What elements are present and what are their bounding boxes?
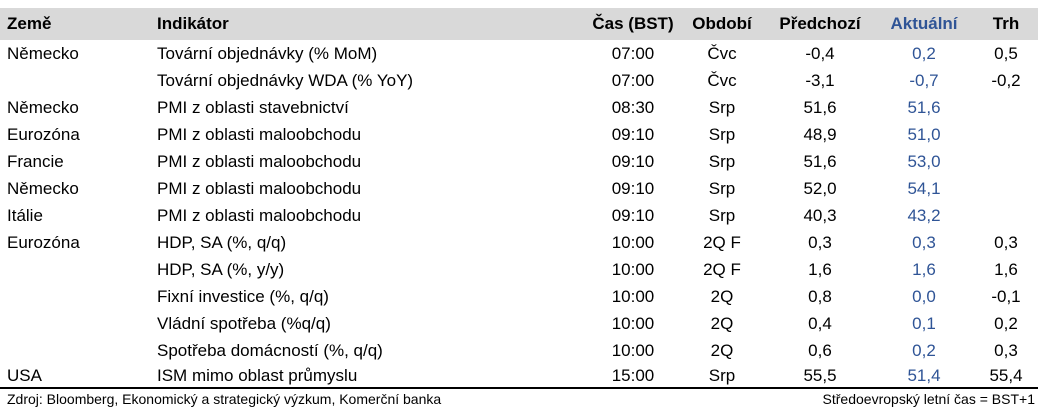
cell-time: 08:30 bbox=[611, 98, 655, 117]
cell-period: Srp bbox=[708, 98, 736, 117]
cell-market: -0,2 bbox=[991, 71, 1021, 90]
cell-actual: 51,4 bbox=[907, 366, 941, 385]
cell-country: Německo bbox=[7, 44, 79, 63]
header-indicator: Indikátor bbox=[157, 14, 229, 33]
cell-period: Čvc bbox=[707, 44, 737, 63]
cell-previous: 0,6 bbox=[808, 341, 832, 360]
table-row bbox=[0, 67, 1038, 94]
cell-indicator: Tovární objednávky (% MoM) bbox=[157, 44, 378, 63]
cell-time: 07:00 bbox=[611, 44, 655, 63]
cell-country: Itálie bbox=[7, 206, 43, 225]
cell-actual: -0,7 bbox=[909, 71, 939, 90]
cell-time: 07:00 bbox=[611, 71, 655, 90]
cell-period: Srp bbox=[708, 366, 736, 385]
cell-market: 0,2 bbox=[994, 314, 1018, 333]
cell-actual: 0,2 bbox=[912, 341, 936, 360]
cell-time: 10:00 bbox=[611, 341, 655, 360]
cell-previous: 48,9 bbox=[803, 125, 837, 144]
header-period: Období bbox=[692, 14, 752, 33]
cell-time: 10:00 bbox=[611, 260, 655, 279]
cell-market: 0,5 bbox=[994, 44, 1018, 63]
cell-previous: -0,4 bbox=[805, 44, 835, 63]
cell-period: Srp bbox=[708, 179, 736, 198]
cell-period: 2Q bbox=[710, 287, 734, 306]
cell-previous: 55,5 bbox=[803, 366, 837, 385]
cell-market: -0,1 bbox=[991, 287, 1021, 306]
cell-indicator: ISM mimo oblast průmyslu bbox=[157, 366, 358, 385]
table-row bbox=[0, 283, 1038, 310]
cell-country: Německo bbox=[7, 98, 79, 117]
cell-actual: 53,0 bbox=[907, 152, 941, 171]
cell-previous: 52,0 bbox=[803, 179, 837, 198]
table-row bbox=[0, 362, 1038, 389]
cell-indicator: Fixní investice (%, q/q) bbox=[157, 287, 329, 306]
table-header bbox=[0, 8, 1038, 40]
cell-period: Srp bbox=[708, 206, 736, 225]
source-note: Zdroj: Bloomberg, Ekonomický a strategický výzkum, Komerční banka bbox=[7, 391, 442, 407]
cell-actual: 43,2 bbox=[907, 206, 941, 225]
cell-indicator: Vládní spotřeba (%q/q) bbox=[157, 314, 331, 333]
cell-country: Eurozóna bbox=[7, 233, 80, 252]
table-row bbox=[0, 337, 1038, 364]
cell-previous: 0,4 bbox=[808, 314, 832, 333]
header-country: Země bbox=[7, 14, 52, 33]
cell-country: Eurozóna bbox=[7, 125, 80, 144]
table-row bbox=[0, 148, 1038, 175]
cell-country: Německo bbox=[7, 179, 79, 198]
cell-actual: 1,6 bbox=[912, 260, 936, 279]
cell-market: 55,4 bbox=[989, 366, 1023, 385]
cell-previous: -3,1 bbox=[805, 71, 835, 90]
cell-period: 2Q bbox=[710, 341, 734, 360]
table-row bbox=[0, 202, 1038, 229]
cell-actual: 0,3 bbox=[912, 233, 936, 252]
table-row bbox=[0, 256, 1038, 283]
header-actual: Aktuální bbox=[890, 14, 958, 33]
cell-previous: 1,6 bbox=[808, 260, 832, 279]
cell-indicator: PMI z oblasti maloobchodu bbox=[157, 152, 362, 171]
cell-indicator: PMI z oblasti maloobchodu bbox=[157, 125, 362, 144]
cell-actual: 0,0 bbox=[912, 287, 936, 306]
cell-actual: 51,6 bbox=[907, 98, 941, 117]
header-previous: Předchozí bbox=[779, 14, 861, 33]
cell-actual: 0,2 bbox=[912, 44, 936, 63]
cell-indicator: Tovární objednávky WDA (% YoY) bbox=[157, 71, 414, 90]
cell-time: 09:10 bbox=[611, 125, 655, 144]
cell-previous: 0,8 bbox=[808, 287, 832, 306]
cell-previous: 40,3 bbox=[803, 206, 837, 225]
table-row bbox=[0, 40, 1038, 67]
cell-previous: 0,3 bbox=[808, 233, 832, 252]
cell-time: 09:10 bbox=[611, 206, 655, 225]
table-row bbox=[0, 310, 1038, 337]
header-market: Trh bbox=[992, 14, 1020, 33]
cell-period: 2Q bbox=[710, 314, 734, 333]
cell-previous: 51,6 bbox=[803, 98, 837, 117]
cell-time: 10:00 bbox=[611, 314, 655, 333]
cell-time: 10:00 bbox=[611, 233, 655, 252]
cell-indicator: Spotřeba domácností (%, q/q) bbox=[157, 341, 383, 360]
cell-time: 09:10 bbox=[611, 152, 655, 171]
cell-actual: 51,0 bbox=[907, 125, 941, 144]
cell-actual: 54,1 bbox=[907, 179, 941, 198]
cell-time: 09:10 bbox=[611, 179, 655, 198]
table-row bbox=[0, 175, 1038, 202]
cell-period: 2Q F bbox=[703, 260, 741, 279]
cell-country: Francie bbox=[7, 152, 64, 171]
cell-period: Čvc bbox=[707, 71, 737, 90]
timezone-note: Středoevropský letní čas = BST+1 bbox=[822, 391, 1035, 407]
header-time: Čas (BST) bbox=[592, 14, 674, 33]
cell-period: Srp bbox=[708, 152, 736, 171]
cell-period: Srp bbox=[708, 125, 736, 144]
cell-indicator: HDP, SA (%, y/y) bbox=[157, 260, 285, 279]
cell-previous: 51,6 bbox=[803, 152, 837, 171]
cell-time: 10:00 bbox=[611, 287, 655, 306]
table-row bbox=[0, 94, 1038, 121]
cell-country: USA bbox=[7, 366, 42, 385]
cell-indicator: PMI z oblasti maloobchodu bbox=[157, 179, 362, 198]
table-row bbox=[0, 121, 1038, 148]
cell-time: 15:00 bbox=[611, 366, 655, 385]
cell-indicator: HDP, SA (%, q/q) bbox=[157, 233, 287, 252]
cell-period: 2Q F bbox=[703, 233, 741, 252]
cell-market: 0,3 bbox=[994, 341, 1018, 360]
cell-actual: 0,1 bbox=[912, 314, 936, 333]
table-row bbox=[0, 229, 1038, 256]
cell-indicator: PMI z oblasti stavebnictví bbox=[157, 98, 349, 117]
cell-indicator: PMI z oblasti maloobchodu bbox=[157, 206, 362, 225]
cell-market: 1,6 bbox=[994, 260, 1018, 279]
cell-market: 0,3 bbox=[994, 233, 1018, 252]
